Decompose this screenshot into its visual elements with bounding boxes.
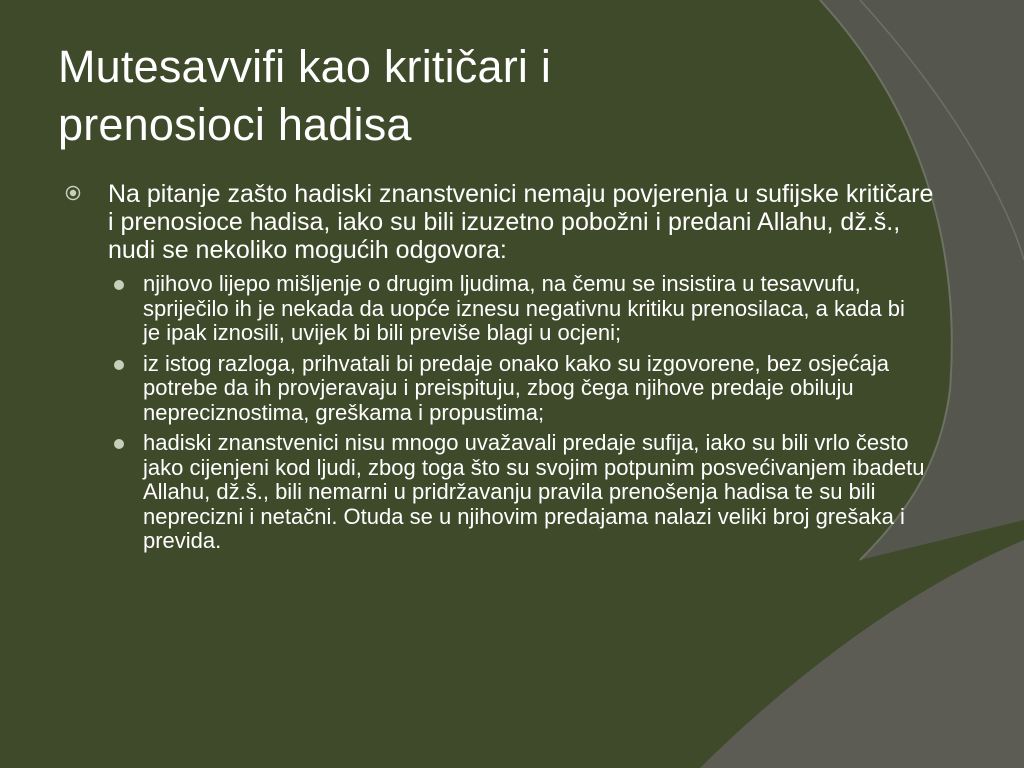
sub-point <box>143 352 928 426</box>
sub-point-text: hadiski znanstvenici nisu mnogo uvažavali predaje sufija, iako su bili vrlo često jako cijenjeni kod ljudi, zbog toga što su svojim potpunim posvećivanjem ibadetu Allahu, dž.š., bili nemarni u pridržavanju pravila prenošenja hadisa te su bili neprecizni i netačni. Otuda se u njihovim predajama nalazi veliki broj grešaka i previda. <box>143 430 925 553</box>
sub-points-list <box>62 272 928 554</box>
dot-bullet-icon <box>114 360 124 370</box>
main-point-text: Na pitanje zašto hadiski znanstvenici nemaju povjerenja u sufijske kritičare i prenosioce hadisa, iako su bili izuzetno pobožni i predani Allahu, dž.š., nudi se nekoliko mogućih odgovora: <box>108 180 934 264</box>
sub-point-text: njihovo lijepo mišljenje o drugim ljudima, na čemu se insistira u tesavvufu, spriječilo ih je nekada da uopće iznesu negativnu kritiku prenosilaca, a kada bi je ipak iznosili, uvijek bi bili previše blagi u ocjeni; <box>143 271 905 345</box>
sub-point-text: iz istog razloga, prihvatali bi predaje onako kako su izgovorene, bez osjećaja potrebe da ih provjeravaju i preispituju, zbog čega njihove predaje obiluju nepreciznostima, greškama i propustima; <box>143 350 889 425</box>
sub-point <box>143 272 928 346</box>
sub-point <box>143 431 928 554</box>
circle-bullet-icon <box>65 185 81 201</box>
title-line-2: prenosioci hadisa <box>58 99 412 150</box>
dot-bullet-icon <box>114 280 124 290</box>
dot-bullet-icon <box>114 439 124 449</box>
slide-content <box>62 180 942 560</box>
main-point <box>62 180 942 264</box>
slide-title <box>58 38 818 154</box>
title-line-1: Mutesavvifi kao kritičari i <box>58 41 552 92</box>
